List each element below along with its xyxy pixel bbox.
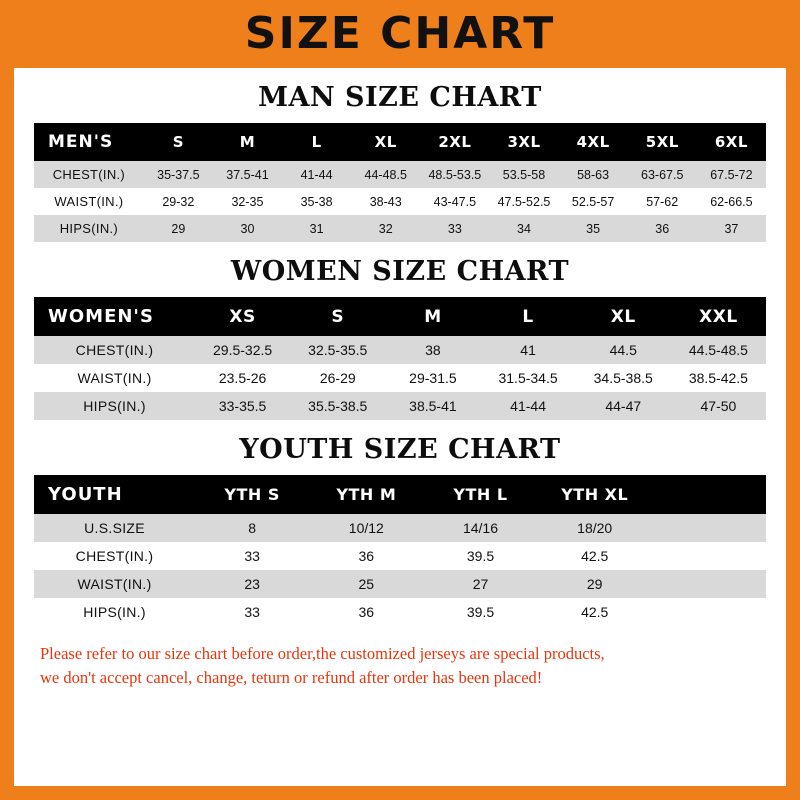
- men-chest-3xl: 53.5-58: [502, 167, 546, 182]
- women-chest-l: 41: [520, 342, 536, 358]
- table-row: [34, 542, 766, 570]
- men-waist-4xl: 52.5-57: [571, 194, 615, 209]
- men-chest-2xl: 48.5-53.5: [428, 167, 482, 182]
- men-chest-l: 41-44: [300, 167, 333, 182]
- youth-header-xl: YTH XL: [561, 485, 629, 504]
- youth-chest-blank: [652, 542, 766, 570]
- table-row: [34, 598, 766, 626]
- men-header-2xl: 2XL: [438, 133, 472, 151]
- men-hips-2xl: 33: [447, 221, 462, 236]
- men-chest-5xl: 63-67.5: [641, 167, 684, 182]
- youth-chest-s: 33: [244, 548, 260, 564]
- youth-header-s: YTH S: [224, 485, 280, 504]
- men-size-table: [34, 123, 766, 242]
- men-waist-5xl: 57-62: [646, 194, 679, 209]
- men-header-6xl: 6XL: [714, 133, 748, 151]
- men-waist-2xl: 43-47.5: [433, 194, 477, 209]
- men-hips-4xl: 35: [586, 221, 601, 236]
- bottom-accent-bar: [0, 786, 800, 800]
- youth-hips-l: 39.5: [466, 604, 495, 620]
- women-hips-xxl: 47-50: [700, 398, 737, 414]
- chart-content: [14, 68, 786, 800]
- men-hips-3xl: 34: [517, 221, 531, 236]
- youth-chest-xl: 42.5: [581, 548, 609, 564]
- youth-ussize-xl: 18/20: [577, 520, 613, 536]
- women-size-table: [34, 297, 766, 420]
- men-chest-4xl: 58-63: [577, 167, 610, 182]
- page-title: SIZE CHART: [244, 8, 556, 59]
- women-chest-m: 38: [425, 342, 441, 358]
- youth-ussize-blank: [652, 514, 766, 542]
- youth-ussize-l: 14/16: [462, 520, 499, 536]
- table-row: [34, 570, 766, 598]
- women-header-xxl: XXL: [699, 306, 738, 327]
- women-header-l: L: [522, 306, 534, 327]
- men-waist-xl: 38-43: [369, 194, 402, 209]
- men-header-l: L: [311, 133, 322, 151]
- men-hips-label: HIPS(IN.): [59, 221, 119, 236]
- men-waist-6xl: 62-66.5: [710, 194, 753, 209]
- men-chest-6xl: 67.5-72: [710, 167, 753, 182]
- youth-chest-m: 36: [358, 548, 375, 564]
- page-banner: [0, 0, 800, 68]
- men-header-3xl: 3XL: [507, 133, 541, 151]
- men-chest-s: 35-37.5: [157, 167, 200, 182]
- youth-header-label: YOUTH: [48, 484, 123, 505]
- men-chest-m: 37.5-41: [226, 167, 269, 182]
- women-hips-l: 41-44: [510, 398, 546, 414]
- table-header-row: [34, 475, 766, 514]
- man-section-title: MAN SIZE CHART: [258, 82, 542, 113]
- youth-waist-label: WAIST(IN.): [77, 576, 152, 592]
- men-waist-l: 35-38: [300, 194, 333, 209]
- men-header-4xl: 4XL: [576, 133, 610, 151]
- youth-header-m: YTH M: [336, 485, 397, 504]
- policy-note: [34, 642, 766, 694]
- youth-chest-label: CHEST(IN.): [75, 548, 154, 564]
- women-waist-xxl: 38.5-42.5: [688, 370, 748, 386]
- women-waist-l: 31.5-34.5: [498, 370, 558, 386]
- men-waist-m: 32-35: [231, 194, 264, 209]
- women-header-label: WOMEN'S: [48, 306, 154, 327]
- men-chest-label: CHEST(IN.): [52, 167, 126, 182]
- table-row: [34, 161, 766, 188]
- women-waist-s: 26-29: [319, 370, 356, 386]
- table-header-row: [34, 123, 766, 161]
- youth-waist-m: 25: [358, 576, 375, 592]
- table-row: [34, 392, 766, 420]
- men-hips-s: 29: [171, 221, 186, 236]
- youth-ussize-m: 10/12: [348, 520, 384, 536]
- youth-chest-l: 39.5: [466, 548, 495, 564]
- men-waist-3xl: 47.5-52.5: [497, 194, 551, 209]
- men-header-m: M: [239, 133, 256, 151]
- women-waist-xs: 23.5-26: [218, 370, 267, 386]
- women-hips-m: 38.5-41: [409, 398, 457, 414]
- men-hips-m: 30: [240, 221, 255, 236]
- youth-section-title: YOUTH SIZE CHART: [239, 434, 561, 465]
- youth-waist-xl: 29: [586, 576, 603, 592]
- table-row: [34, 215, 766, 242]
- women-waist-xl: 34.5-38.5: [593, 370, 653, 386]
- women-header-s: S: [331, 306, 345, 327]
- women-chest-s: 32.5-35.5: [308, 342, 368, 358]
- youth-waist-l: 27: [472, 576, 489, 592]
- table-header-row: [34, 297, 766, 336]
- men-header-label: MEN'S: [48, 132, 114, 152]
- women-hips-s: 35.5-38.5: [308, 398, 368, 414]
- men-waist-s: 29-32: [162, 194, 195, 209]
- men-header-s: S: [172, 133, 185, 151]
- youth-hips-xl: 42.5: [581, 604, 609, 620]
- women-section-title: WOMEN SIZE CHART: [230, 256, 570, 287]
- women-chest-label: CHEST(IN.): [75, 342, 154, 358]
- women-chest-xs: 29.5-32.5: [213, 342, 273, 358]
- women-hips-label: HIPS(IN.): [83, 398, 146, 414]
- men-header-5xl: 5XL: [645, 133, 679, 151]
- men-chest-xl: 44-48.5: [364, 167, 407, 182]
- men-waist-label: WAIST(IN.): [54, 194, 124, 209]
- men-hips-l: 31: [309, 221, 324, 236]
- women-hips-xs: 33-35.5: [218, 398, 267, 414]
- policy-note-line-1: Please refer to our size chart before order,the customized jerseys are special products,: [40, 644, 605, 663]
- women-waist-label: WAIST(IN.): [77, 370, 152, 386]
- youth-waist-s: 23: [244, 576, 260, 592]
- men-hips-5xl: 36: [655, 221, 670, 236]
- youth-hips-label: HIPS(IN.): [83, 604, 146, 620]
- policy-note-line-2: we don't accept cancel, change, teturn or refund after order has been placed!: [40, 667, 543, 687]
- table-row: [34, 364, 766, 392]
- men-hips-xl: 32: [378, 221, 393, 236]
- youth-header-l: YTH L: [453, 485, 508, 504]
- table-row: [34, 336, 766, 364]
- women-chest-xl: 44.5: [609, 342, 637, 358]
- youth-hips-blank: [652, 598, 766, 626]
- women-waist-m: 29-31.5: [409, 370, 457, 386]
- women-chest-xxl: 44.5-48.5: [688, 342, 748, 358]
- youth-size-table: [34, 475, 766, 626]
- women-header-xl: XL: [610, 306, 636, 327]
- youth-waist-blank: [652, 570, 766, 598]
- women-header-xs: XS: [229, 306, 256, 327]
- women-header-m: M: [424, 306, 442, 327]
- youth-ussize-label: U.S.SIZE: [84, 520, 145, 536]
- youth-ussize-s: 8: [248, 520, 257, 536]
- men-header-xl: XL: [374, 133, 397, 151]
- youth-header-blank: [652, 475, 766, 514]
- table-row: [34, 188, 766, 215]
- table-row: [34, 514, 766, 542]
- women-hips-xl: 44-47: [605, 398, 642, 414]
- men-hips-6xl: 37: [724, 221, 739, 236]
- youth-hips-s: 33: [244, 604, 260, 620]
- youth-hips-m: 36: [358, 604, 375, 620]
